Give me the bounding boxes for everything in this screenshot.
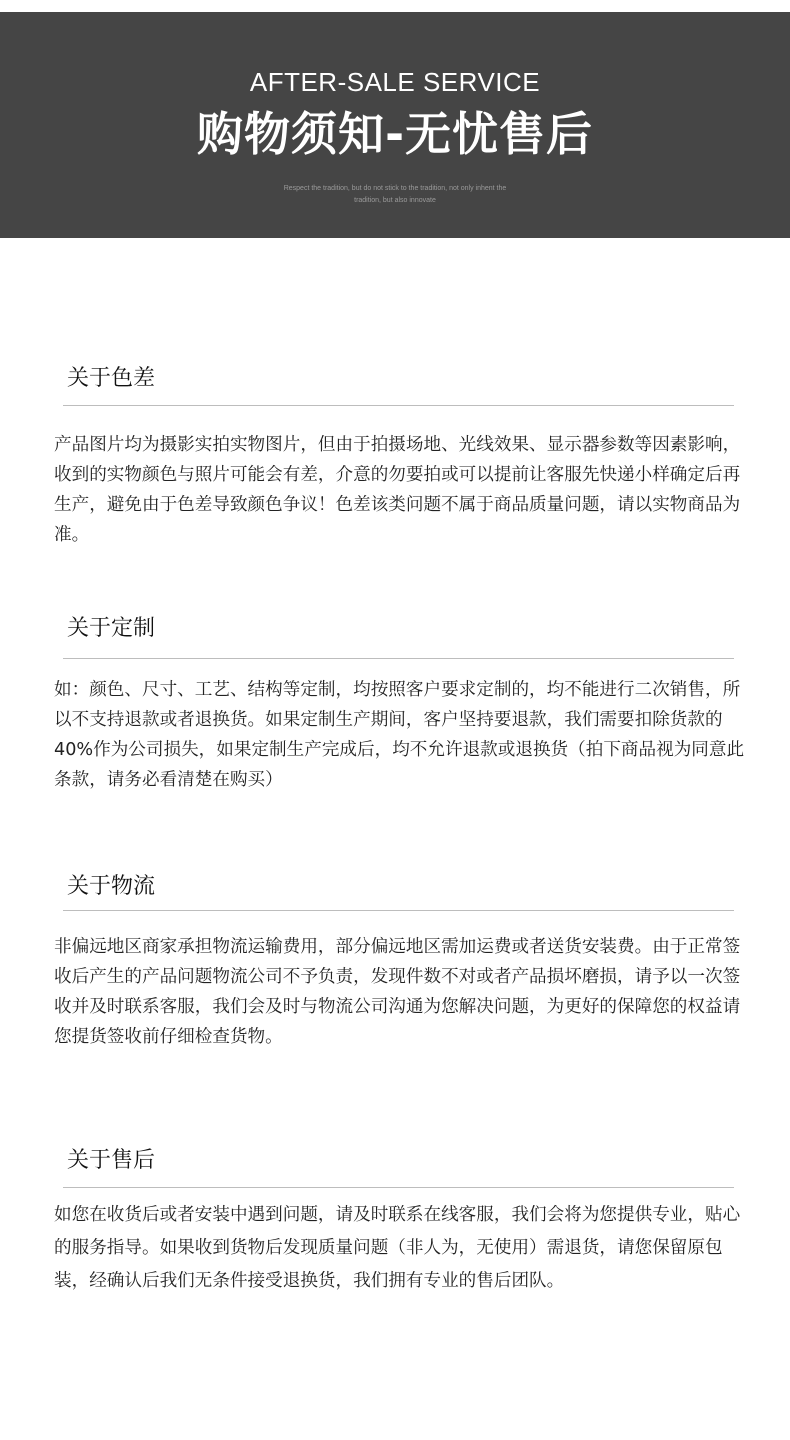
section-body-color-difference: 产品图片均为摄影实拍实物图片，但由于拍摄场地、光线效果、显示器参数等因素影响，收到的实物颜色与照片可能会有差，介意的勿要拍或可以提前让客服先快递小样确定后再生产，避免由于色差导致颜色争议！色差该类问题不属于商品质量问题，请以实物商品为准。 [54,435,741,545]
banner-tagline-line-1: Respect the tradition, but do not stick to the tradition, not only inhent the [283,185,507,192]
section-divider [63,405,734,406]
section-body-logistics: 非偏远地区商家承担物流运输费用，部分偏远地区需加运费或者送货安装费。由于正常签收后产生的产品问题物流公司不予负责，发现件数不对或者产品损坏磨损，请予以一次签收并及时联系客服，我们会及时与物流公司沟通为您解决问题，为更好的保障您的权益请您提货签收前仔细检查货物。 [54,937,741,1047]
section-body-customization: 如：颜色、尺寸、工艺、结构等定制，均按照客户要求定制的，均不能进行二次销售，所以不支持退款或者退换货。如果定制生产期间，客户坚持要退款，我们需要扣除货款的40%作为公司损失，如果定制生产完成后，均不允许退款或退换货（拍下商品视为同意此条款，请务必看清楚在购买） [54,680,745,790]
section-title-color-difference: 关于色差 [67,366,156,391]
banner-subtitle-en: AFTER-SALE SERVICE [249,67,541,97]
section-title-after-sale: 关于售后 [67,1148,156,1173]
section-divider [63,1187,734,1188]
section-body-after-sale: 如您在收货后或者安装中遇到问题，请及时联系在线客服，我们会将为您提供专业，贴心的服务指导。如果收到货物后发现质量问题（非人为，无使用）需退货，请您保留原包装，经确认后我们无条件接受退换货，我们拥有专业的售后团队。 [54,1205,741,1291]
section-divider [63,658,734,659]
banner-title: 购物须知-无忧售后 [196,107,594,161]
header-banner [0,12,790,238]
section-title-logistics: 关于物流 [67,874,156,899]
section-title-customization: 关于定制 [67,616,156,641]
section-divider [63,910,734,911]
banner-tagline-line-2: tradition, but also innovate [354,197,436,204]
banner-tagline [255,183,535,207]
